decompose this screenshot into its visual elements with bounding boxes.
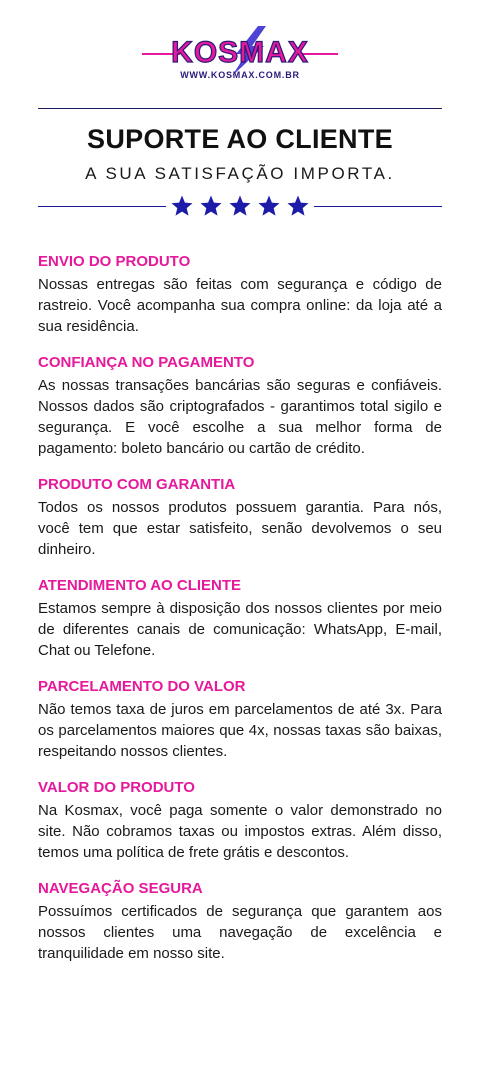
star-icon: [286, 194, 310, 218]
support-section: [38, 677, 442, 762]
support-section: [38, 252, 442, 337]
page-title: SUPORTE AO CLIENTE: [87, 124, 393, 154]
section-body: Possuímos certificados de segurança que garantem aos nossos clientes uma navegação de excelência e tranquilidade em nosso site.: [38, 903, 442, 962]
kosmax-logo: [140, 24, 340, 88]
logo-url: WWW.KOSMAX.COM.BR: [180, 70, 300, 80]
divider-line-left: [38, 206, 166, 207]
section-body: Estamos sempre à disposição dos nossos clientes por meio de diferentes canais de comunicação: WhatsApp, E-mail, Chat ou Telefone.: [38, 600, 442, 659]
section-body: Não temos taxa de juros em parcelamentos de até 3x. Para os parcelamentos maiores que 4x, nossas taxas são baixas, respeitando nossos clientes.: [38, 701, 442, 760]
page-subtitle: A SUA SATISFAÇÃO IMPORTA.: [85, 164, 395, 183]
section-body: Nossas entregas são feitas com segurança e código de rastreio. Você acompanha sua compra online: da loja até a sua residência.: [38, 276, 442, 335]
support-section: [38, 879, 442, 964]
section-body: Na Kosmax, você paga somente o valor demonstrado no site. Não cobramos taxas ou impostos extras. Além disso, temos uma política de frete grátis e descontos.: [38, 802, 442, 861]
star-icon: [257, 194, 281, 218]
star-icon: [170, 194, 194, 218]
section-title: PARCELAMENTO DO VALOR: [38, 678, 246, 695]
support-section: [38, 576, 442, 661]
star-icon: [199, 194, 223, 218]
top-divider: [38, 108, 442, 109]
support-section: [38, 353, 442, 459]
section-title: PRODUTO COM GARANTIA: [38, 476, 236, 493]
section-title: NAVEGAÇÃO SEGURA: [38, 880, 203, 897]
section-body: As nossas transações bancárias são seguras e confiáveis. Nossos dados são criptografados - garantimos total sigilo e segurança. E você escolhe a sua melhor forma de pagamento: boleto bancário ou cartão de crédito.: [38, 377, 442, 457]
support-section: [38, 778, 442, 863]
logo-wordmark: KOSMAX: [171, 36, 309, 69]
divider-line-right: [314, 206, 442, 207]
section-title: ENVIO DO PRODUTO: [38, 253, 191, 270]
section-title: CONFIANÇA NO PAGAMENTO: [38, 354, 255, 371]
section-body: Todos os nossos produtos possuem garantia. Para nós, você tem que estar satisfeito, senão devolvemos o seu dinheiro.: [38, 499, 442, 558]
support-sections: [38, 252, 442, 980]
support-section: [38, 475, 442, 560]
star-icon: [228, 194, 252, 218]
section-title: VALOR DO PRODUTO: [38, 779, 195, 796]
star-rating: [170, 194, 310, 220]
rating-divider: [38, 194, 442, 220]
section-title: ATENDIMENTO AO CLIENTE: [38, 577, 242, 594]
